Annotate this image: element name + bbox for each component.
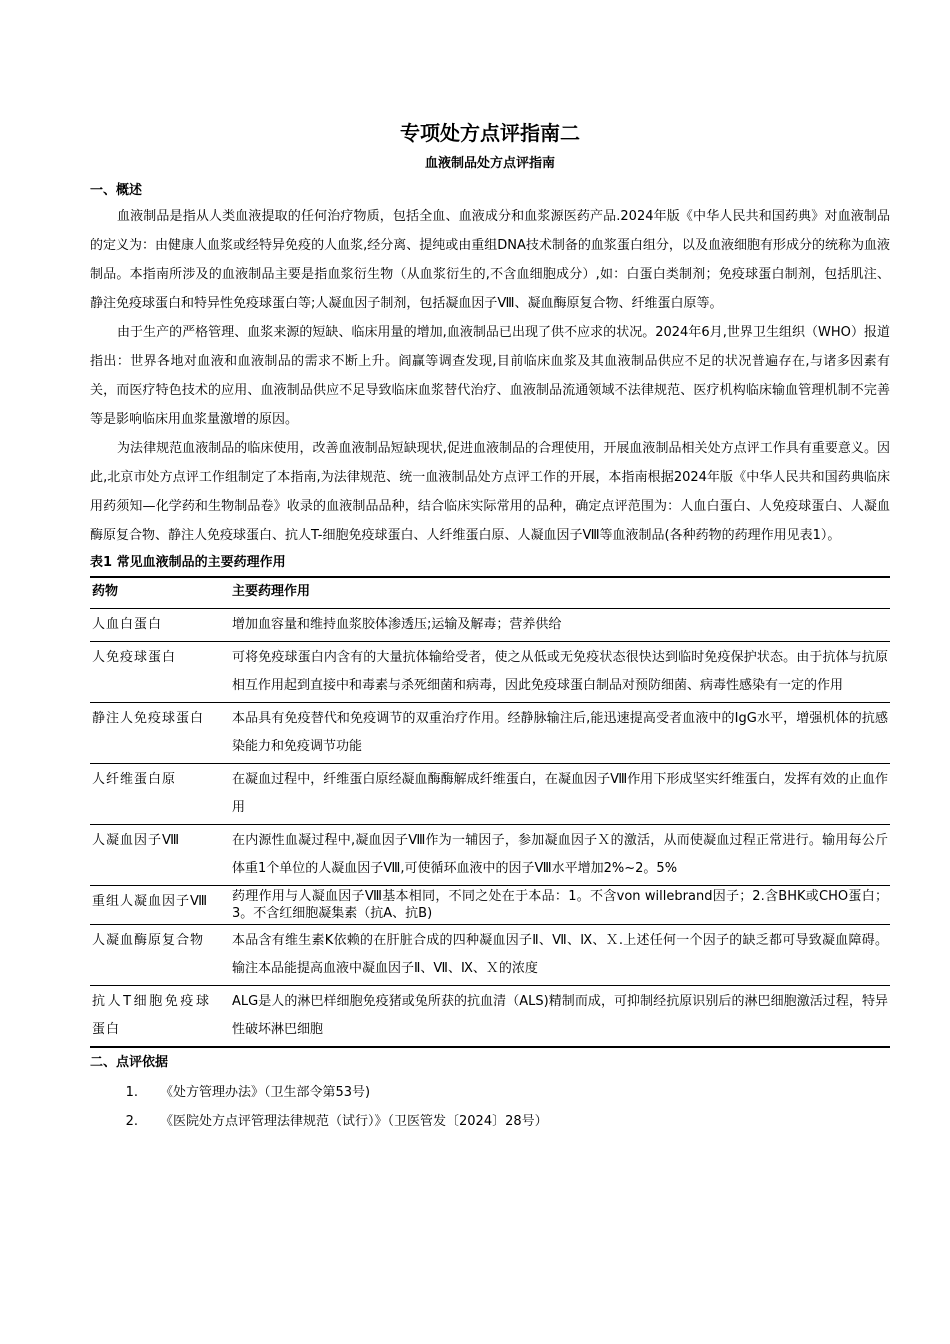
pharmacology-table <box>90 576 890 1048</box>
list-item-number: 1. <box>125 1085 138 1100</box>
table-row <box>90 642 890 703</box>
effect-cell: 在内源性血凝过程中,凝血因子Ⅷ作为一辅因子，参加凝血因子Ｘ的激活，从而使凝血过程正常进行。输用每公斤体重1个单位的人凝血因子Ⅷ,可使循环血液中的因子Ⅷ水平增加2%~2。5% <box>222 825 890 886</box>
section-heading-basis: 二、点评依据 <box>90 1055 169 1070</box>
drug-cell: 抗人T细胞免疫球蛋白 <box>90 986 222 1048</box>
paragraph-definition: 血液制品是指从人类血液提取的任何治疗物质，包括全血、血液成分和血浆源医药产品.2024年版《中华人民共和国药典》对血液制品的定义为：由健康人血浆或经特异免疫的人血浆,经分离、提纯或由重组DNA技术制备的血浆蛋白组分，以及血液细胞有形成分的统称为血液制品。本指南所涉及的血液制品主要是指血浆衍生物（从血浆衍生的,不含血细胞成分）,如：白蛋白类制剂；免疫球蛋白制剂，包括肌注、静注免疫球蛋白和特异性免疫球蛋白等;人凝血因子制剂，包括凝血因子Ⅷ、凝血酶原复合物、纤维蛋白原等。 <box>90 209 890 311</box>
table-header-row <box>90 577 890 609</box>
table-row <box>90 986 890 1048</box>
list-item-text: 《医院处方点评管理法律规范（试行）》（卫医管发〔2024〕28号） <box>160 1114 548 1129</box>
table-row <box>90 825 890 886</box>
paragraph-shortage: 由于生产的严格管理、血浆来源的短缺、临床用量的增加,血液制品已出现了供不应求的状况。2024年6月,世界卫生组织（WHO）报道指出：世界各地对血液和血液制品的需求不断上升。阎赢等调查发现,目前临床血浆及其血液制品供应不足的状况普遍存在,与诸多因素有关，而医疗特色技术的应用、血液制品供应不足导致临床血浆替代治疗、血液制品流通领域不法律规范、医疗机构临床输血管理机制不完善等是影响临床用血浆量激增的原因。 <box>90 325 890 427</box>
effect-cell: 可将免疫球蛋白内含有的大量抗体输给受者，使之从低或无免疫状态很快达到临时免疫保护状态。由于抗体与抗原相互作用起到直接中和毒素与杀死细菌和病毒，因此免疫球蛋白制品对预防细菌、病毒性感染有一定的作用 <box>222 642 890 703</box>
table-row <box>90 925 890 986</box>
table-row <box>90 764 890 825</box>
list-item <box>90 1107 890 1136</box>
list-item <box>90 1078 890 1107</box>
document-title: 专项处方点评指南二 <box>400 121 580 145</box>
drug-cell: 人凝血酶原复合物 <box>90 925 222 986</box>
effect-cell: 增加血容量和维持血浆胶体渗透压;运输及解毒；营养供给 <box>222 609 890 642</box>
table-row <box>90 703 890 764</box>
paragraph-purpose: 为法律规范血液制品的临床使用，改善血液制品短缺现状,促进血液制品的合理使用，开展血液制品相关处方点评工作具有重要意义。因此,北京市处方点评工作组制定了本指南,为法律规范、统一血液制品处方点评工作的开展，本指南根据2024年版《中华人民共和国药典临床用药须知—化学药和生物制品卷》收录的血液制品品种，结合临床实际常用的品种，确定点评范围为：人血白蛋白、人免疫球蛋白、人凝血酶原复合物、静注人免疫球蛋白、抗人T-细胞免疫球蛋白、人纤维蛋白原、人凝血因子Ⅷ等血液制品(各种药物的药理作用见表1）。 <box>90 441 890 543</box>
drug-cell: 人凝血因子Ⅷ <box>90 825 222 886</box>
list-item-number: 2. <box>125 1114 138 1129</box>
drug-cell: 人纤维蛋白原 <box>90 764 222 825</box>
table-header-drug: 药物 <box>90 577 222 609</box>
effect-cell: 药理作用与人凝血因子Ⅷ基本相同，不同之处在于本品：1。不含von willebrand因子；2.含BHK或CHO蛋白；3。不含红细胞凝集素（抗A、抗B) <box>222 886 890 925</box>
table-row <box>90 886 890 925</box>
drug-cell: 重组人凝血因子Ⅷ <box>90 886 222 925</box>
effect-cell: 本品具有免疫替代和免疫调节的双重治疗作用。经静脉输注后,能迅速提高受者血液中的IgG水平，增强机体的抗感染能力和免疫调节功能 <box>222 703 890 764</box>
drug-cell: 人血白蛋白 <box>90 609 222 642</box>
drug-cell: 人免疫球蛋白 <box>90 642 222 703</box>
drug-cell: 静注人免疫球蛋白 <box>90 703 222 764</box>
effect-cell: 在凝血过程中，纤维蛋白原经凝血酶酶解成纤维蛋白，在凝血因子Ⅷ作用下形成坚实纤维蛋白，发挥有效的止血作用 <box>222 764 890 825</box>
effect-cell: ALG是人的淋巴样细胞免疫猪或兔所获的抗血清（ALS)精制而成，可抑制经抗原识别后的淋巴细胞激活过程，特异性破坏淋巴细胞 <box>222 986 890 1048</box>
table-row <box>90 609 890 642</box>
document-page <box>90 118 890 1136</box>
effect-cell: 本品含有维生素K依赖的在肝脏合成的四种凝血因子Ⅱ、Ⅶ、Ⅸ、Ｘ.上述任何一个因子的缺乏都可导致凝血障碍。输注本品能提高血液中凝血因子Ⅱ、Ⅶ、Ⅸ、Ｘ的浓度 <box>222 925 890 986</box>
section-heading-overview: 一、概述 <box>90 183 143 198</box>
table-caption: 表1 常见血液制品的主要药理作用 <box>90 555 286 570</box>
document-subtitle: 血液制品处方点评指南 <box>424 156 555 171</box>
list-item-text: 《处方管理办法》（卫生部令第53号) <box>160 1085 371 1100</box>
basis-list <box>90 1078 890 1136</box>
table-header-effect: 主要药理作用 <box>222 577 890 609</box>
